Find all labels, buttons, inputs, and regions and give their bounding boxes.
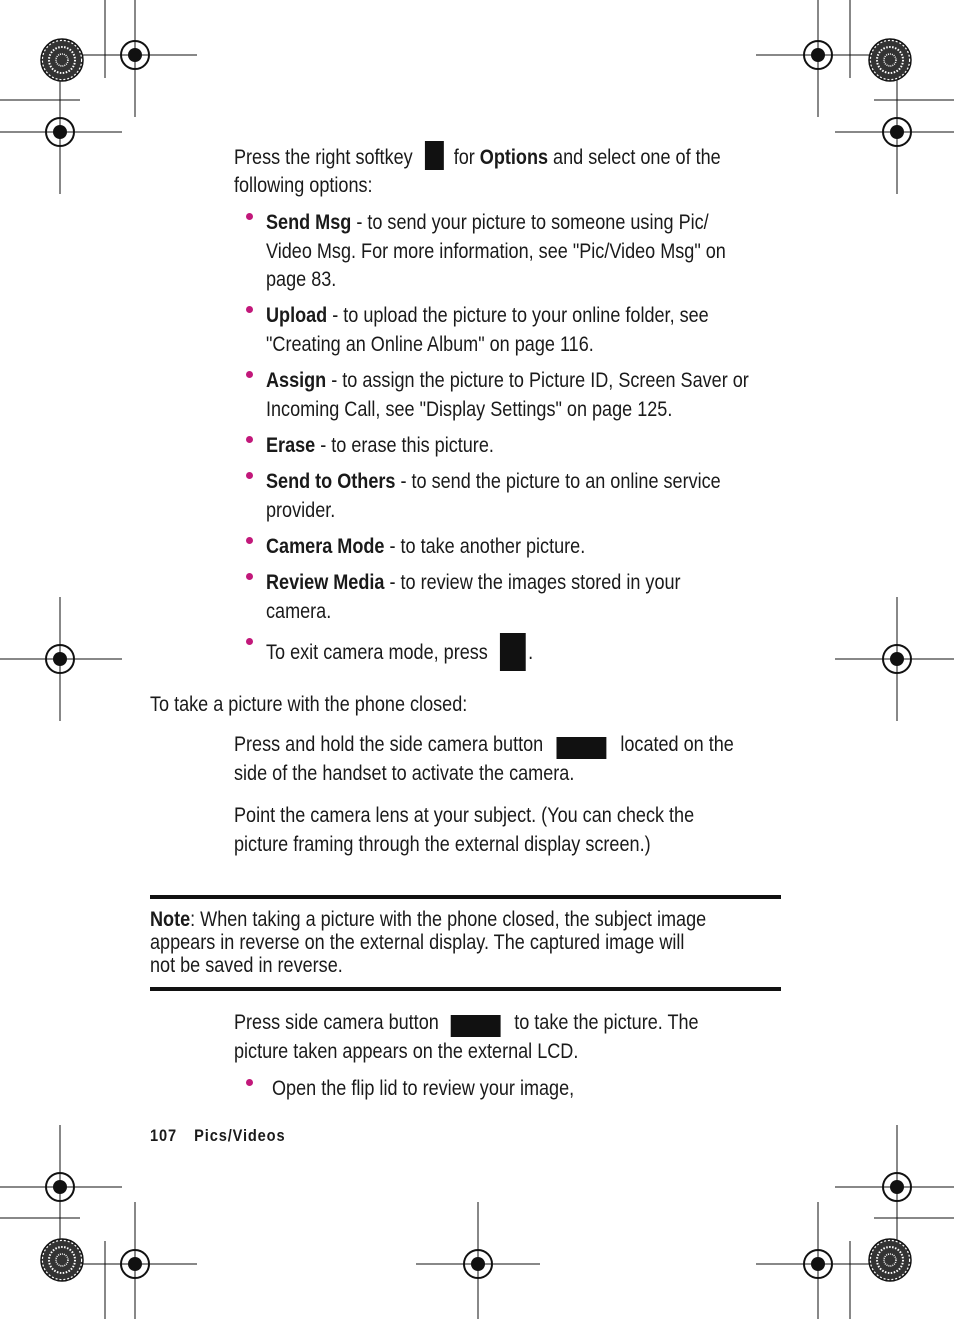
bullet-erase: Erase - to erase this picture. xyxy=(266,434,494,457)
bullet-send-msg-line-3: page 83. xyxy=(266,268,337,291)
bullet-camera-mode: Camera Mode - to take another picture. xyxy=(266,535,586,558)
bullet-send-to-others-line-2: provider. xyxy=(266,499,336,522)
note-line-2: appears in reverse on the external display. The captured image will xyxy=(150,931,685,954)
bullet-send-to-others: Send to Others - to send the picture to an online service xyxy=(266,470,721,493)
closed-heading: To take a picture with the phone closed: xyxy=(150,693,468,716)
bullet-send-msg-line-2: Video Msg. For more information, see "Pic/Video Msg" on xyxy=(266,240,726,263)
step-hold-line-2: side of the handset to activate the camera. xyxy=(234,762,575,785)
section-name: Pics/Videos xyxy=(194,1126,286,1145)
note-line-1: Note: When taking a picture with the phone closed, the subject image xyxy=(150,908,707,931)
step-press-line-1: Press side camera button to take the picture. The xyxy=(234,1008,699,1037)
bullet-send-msg: Send Msg - to send your picture to someone using Pic/ xyxy=(266,211,709,234)
bullet-open-flip: Open the flip lid to review your image, xyxy=(272,1077,575,1100)
page-number: 107 xyxy=(150,1126,177,1145)
step-point-line-2: picture framing through the external display screen.) xyxy=(234,833,651,856)
note-label: Note xyxy=(150,908,191,931)
intro-line-2: following options: xyxy=(234,174,373,197)
bullet-assign: Assign - to assign the picture to Picture ID, Screen Saver or xyxy=(266,369,749,392)
options-label: Options xyxy=(479,146,549,169)
bullet-upload-line-2: "Creating an Online Album" on page 116. xyxy=(266,333,594,356)
bullet-exit: To exit camera mode, press . xyxy=(266,633,533,671)
step-point-line-1: Point the camera lens at your subject. (You can check the xyxy=(234,804,695,827)
bullet-review-media: Review Media - to review the images stored in your xyxy=(266,571,681,594)
intro-line-1: Press the right softkey for Options and select one of the xyxy=(234,141,721,172)
step-hold-line-1: Press and hold the side camera button located on the xyxy=(234,730,734,759)
note-line-3: not be saved in reverse. xyxy=(150,954,343,977)
bullet-review-media-line-2: camera. xyxy=(266,600,332,623)
bullet-upload: Upload - to upload the picture to your online folder, see xyxy=(266,304,709,327)
step-press-line-2: picture taken appears on the external LCD. xyxy=(234,1040,579,1063)
bullet-assign-line-2: Incoming Call, see "Display Settings" on page 125. xyxy=(266,398,673,421)
